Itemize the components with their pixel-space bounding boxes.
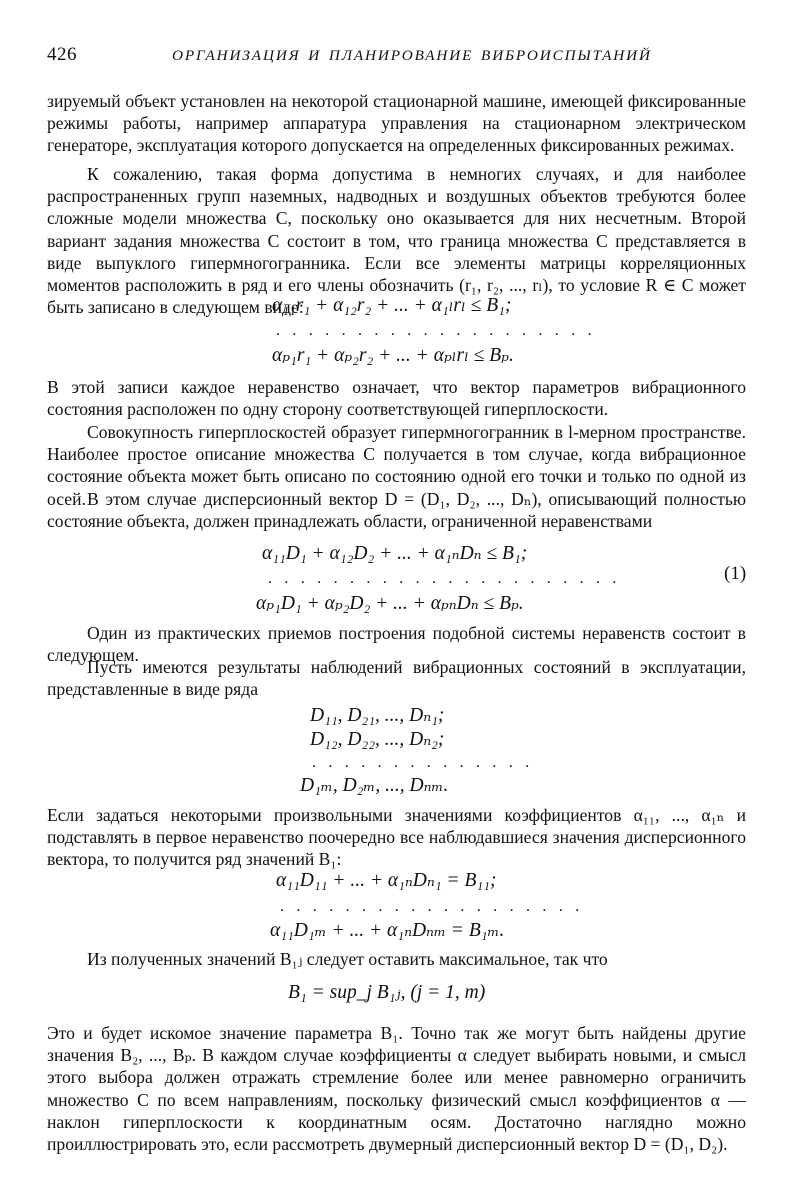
paragraph-7 — [47, 656, 746, 700]
paragraph-text: Из полученных значений B₁ⱼ следует оставить максимальное, так что — [87, 949, 608, 969]
b-values-line-1: α₁₁D₁₁ + ... + α₁ₙDₙ₁ = B₁₁; — [276, 870, 497, 891]
paragraph-8 — [47, 804, 746, 871]
paragraph-text: Один из практических приемов построения подобной системы неравенств состоит в следующем. — [47, 623, 746, 666]
equation-number: (1) — [724, 563, 747, 584]
paragraph-text: зируемый объект установлен на некоторой стационарной машине, имеющей фиксированные режимы работы, например аппаратура управления на стационарном электрическом генераторе, эксплуатация которого допускается на определенных фиксированных режимах. — [47, 91, 746, 156]
equation-r-line-1: α₁₁r₁ + α₁₂r₂ + ... + α₁ₗrₗ ≤ B₁; — [272, 295, 512, 316]
b-values-line-2: α₁₁D₁ₘ + ... + α₁ₙDₙₘ = B₁ₘ. — [270, 920, 505, 941]
paragraph-text: Пусть имеются результаты наблюдений вибрационных состояний в эксплуатации, представленные в виде ряда — [47, 657, 746, 700]
equation-r-dots: . . . . . . . . . . . . . . . . . . . . — [276, 322, 596, 339]
paragraph-text: Если задаться некоторыми произвольными значениями коэффициентов α₁₁, ..., α₁ₙ и подставлять в первое неравенство поочередно все наблюдавшиеся значения дисперсионного вектора, то получится ряд значений B₁: — [47, 805, 746, 870]
equation-d-line-2: αₚ₁D₁ + αₚ₂D₂ + ... + αₚₙDₙ ≤ Bₚ. — [256, 593, 524, 614]
series-row-2: D₁₂, D₂₂, ..., Dₙ₂; — [310, 729, 445, 750]
paragraph-1 — [47, 90, 746, 157]
paragraph-text: Совокупность гиперплоскостей образует гипермногогранник в l-мерном пространстве. Наиболее простое описание множества C получается в том случае, когда вибрационное состояние объекта может быть описано по состоянию одной его точки и только по одной из осей. — [47, 422, 746, 509]
equation-r-line-2: αₚ₁r₁ + αₚ₂r₂ + ... + αₚₗrₗ ≤ Bₚ. — [272, 345, 514, 366]
sup-equation: B₁ = sup_j B₁ⱼ, (j = 1, m) — [288, 982, 486, 1003]
paragraph-3 — [47, 376, 746, 420]
page-number: 426 — [47, 44, 77, 65]
b-values-dots: . . . . . . . . . . . . . . . . . . . — [280, 898, 584, 915]
paragraph-9 — [47, 948, 746, 970]
paragraph-text: В этой записи каждое неравенство означает, что вектор параметров вибрационного состояния расположен по одну сторону соответствующей гиперплоскости. — [47, 377, 746, 420]
paragraph-text: В этом случае дисперсионный вектор D = (D₁, D₂, ..., Dₙ), описывающий полностью состояние объекта, должен принадлежать области, ограниченной неравенствами — [47, 489, 746, 532]
series-row-1: D₁₁, D₂₁, ..., Dₙ₁; — [310, 705, 445, 726]
paragraph-text: К сожалению, такая форма допустима в немногих случаях, и для наиболее распространенных групп наземных, надводных и воздушных объектов требуются более сложные модели множества C, поскольку оно оказывается для них несчетным. Второй вариант задания множества C состоит в том, что граница множества C представляется в виде выпуклого гипермногогранника. Если все элементы матрицы корреляционных моментов расположить в ряд и его члены обозначить (r₁, r₂, ..., rₗ), то условие R ∈ C может быть записано в следующем виде: — [47, 164, 746, 318]
paragraph-text: Это и будет искомое значение параметра B₁. Точно так же могут быть найдены другие значения B₂, ..., Bₚ. В каждом случае коэффициенты α следует выбирать новыми, и смысл этого выбора должен отражать стремление более или менее равномерно ограничить множество C по всем направлениям, поскольку физический смысл коэффициентов α — наклон гиперплоскости к координатным осям. Достаточно наглядно можно проиллюстрировать это, если рассмотреть двумерный дисперсионный вектор D = (D₁, D₂). — [47, 1023, 746, 1155]
equation-d-line-1: α₁₁D₁ + α₁₂D₂ + ... + α₁ₙDₙ ≤ B₁; — [262, 543, 528, 564]
series-row-3: D₁ₘ, D₂ₘ, ..., Dₙₘ. — [300, 775, 449, 796]
paragraph-5 — [47, 488, 746, 532]
paragraph-10 — [47, 1022, 746, 1155]
equation-d-dots: . . . . . . . . . . . . . . . . . . . . . . — [268, 570, 621, 587]
series-dots: . . . . . . . . . . . . . . — [312, 754, 534, 771]
page-header — [0, 44, 799, 72]
running-title: ОРГАНИЗАЦИЯ И ПЛАНИРОВАНИЕ ВИБРОИСПЫТАНИЙ — [172, 47, 652, 64]
